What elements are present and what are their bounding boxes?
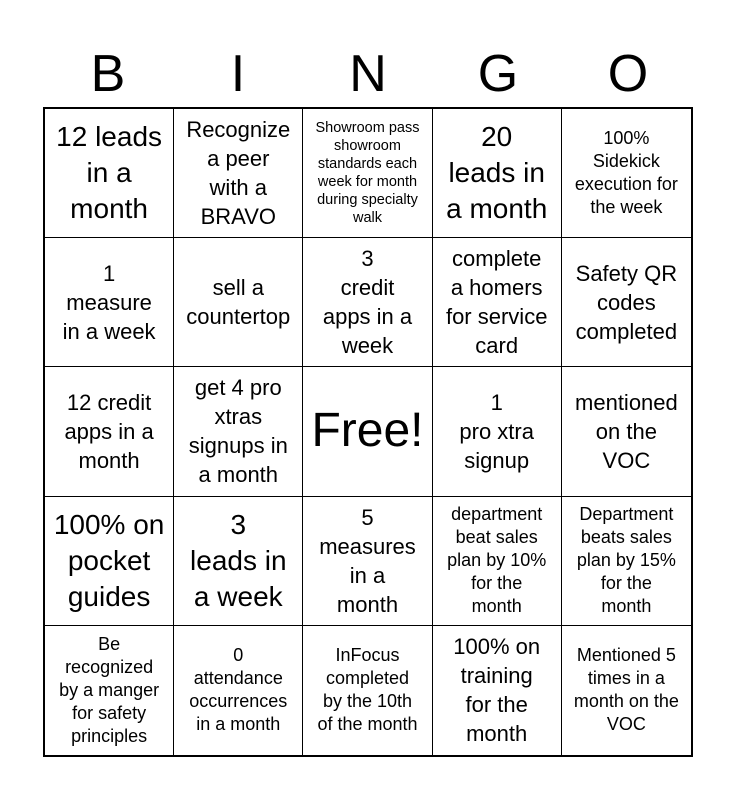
free-space-text: Free! (311, 404, 424, 458)
bingo-cell-r2-c5[interactable] (562, 238, 691, 367)
header-letter-g: G (477, 45, 519, 103)
cell-text: department beat sales plan by 10% for the month (447, 504, 547, 617)
bingo-cell-r2-c4[interactable] (433, 238, 562, 367)
bingo-cell-r5-c3[interactable] (303, 626, 432, 755)
cell-text: sell a countertop (186, 275, 291, 330)
bingo-cell-r4-c2[interactable] (174, 497, 303, 626)
header-letter-o: O (607, 45, 649, 103)
bingo-cell-r4-c4[interactable] (433, 497, 562, 626)
cell-text: 100% on pocket guides (53, 508, 165, 612)
bingo-cell-r1-c5[interactable] (562, 109, 691, 238)
cell-text: complete a homers for service card (445, 246, 548, 359)
bingo-cell-r3-c4[interactable] (433, 367, 562, 496)
bingo-cell-r1-c1[interactable] (45, 109, 174, 238)
cell-text: 3 credit apps in a week (322, 246, 413, 359)
header-letter-b: B (90, 45, 126, 103)
cell-text: 1 pro xtra signup (459, 389, 534, 473)
cell-text: InFocus completed by the 10th of the month (317, 645, 418, 735)
bingo-cell-r4-c1[interactable] (45, 497, 174, 626)
bingo-cell-r4-c3[interactable] (303, 497, 432, 626)
bingo-cell-r3-c5[interactable] (562, 367, 691, 496)
bingo-header (43, 42, 693, 106)
bingo-cell-free[interactable] (303, 367, 432, 496)
bingo-cell-r5-c2[interactable] (174, 626, 303, 755)
bingo-cell-r5-c5[interactable] (562, 626, 691, 755)
bingo-cell-r3-c1[interactable] (45, 367, 174, 496)
bingo-cell-r4-c5[interactable] (562, 497, 691, 626)
bingo-cell-r1-c4[interactable] (433, 109, 562, 238)
cell-text: 20 leads in a month (446, 121, 548, 225)
bingo-cell-r3-c2[interactable] (174, 367, 303, 496)
cell-text: Be recognized by a manger for safety principles (59, 633, 160, 746)
cell-text: 12 credit apps in a month (64, 389, 154, 473)
cell-text: Department beats sales plan by 15% for the month (576, 504, 676, 617)
bingo-cell-r5-c4[interactable] (433, 626, 562, 755)
bingo-cell-r2-c3[interactable] (303, 238, 432, 367)
cell-text: 100% Sidekick execution for the week (574, 128, 678, 218)
bingo-cell-r5-c1[interactable] (45, 626, 174, 755)
cell-text: 1 measure in a week (62, 260, 156, 344)
cell-text: Recognize a peer with a BRAVO (186, 117, 291, 230)
header-letter-i: I (230, 45, 246, 103)
bingo-card-grid (43, 107, 693, 757)
cell-text: mentioned on the VOC (575, 389, 678, 473)
cell-text: 0 attendance occurrences in a month (189, 645, 288, 735)
bingo-cell-r1-c3[interactable] (303, 109, 432, 238)
cell-text: 3 leads in a week (190, 508, 287, 612)
bingo-cell-r2-c1[interactable] (45, 238, 174, 367)
cell-text: 5 measures in a month (319, 504, 416, 617)
cell-text: Safety QR codes completed (575, 260, 678, 344)
header-letter-n: N (349, 45, 387, 103)
cell-text: Mentioned 5 times in a month on the VOC (573, 645, 679, 735)
bingo-cell-r1-c2[interactable] (174, 109, 303, 238)
bingo-cell-r2-c2[interactable] (174, 238, 303, 367)
cell-text: 100% on training for the month (453, 634, 541, 747)
cell-text: Showroom pass showroom standards each week for month during specialty walk (315, 120, 420, 227)
cell-text: get 4 pro xtras signups in a month (188, 375, 288, 488)
cell-text: 12 leads in a month (56, 121, 163, 225)
